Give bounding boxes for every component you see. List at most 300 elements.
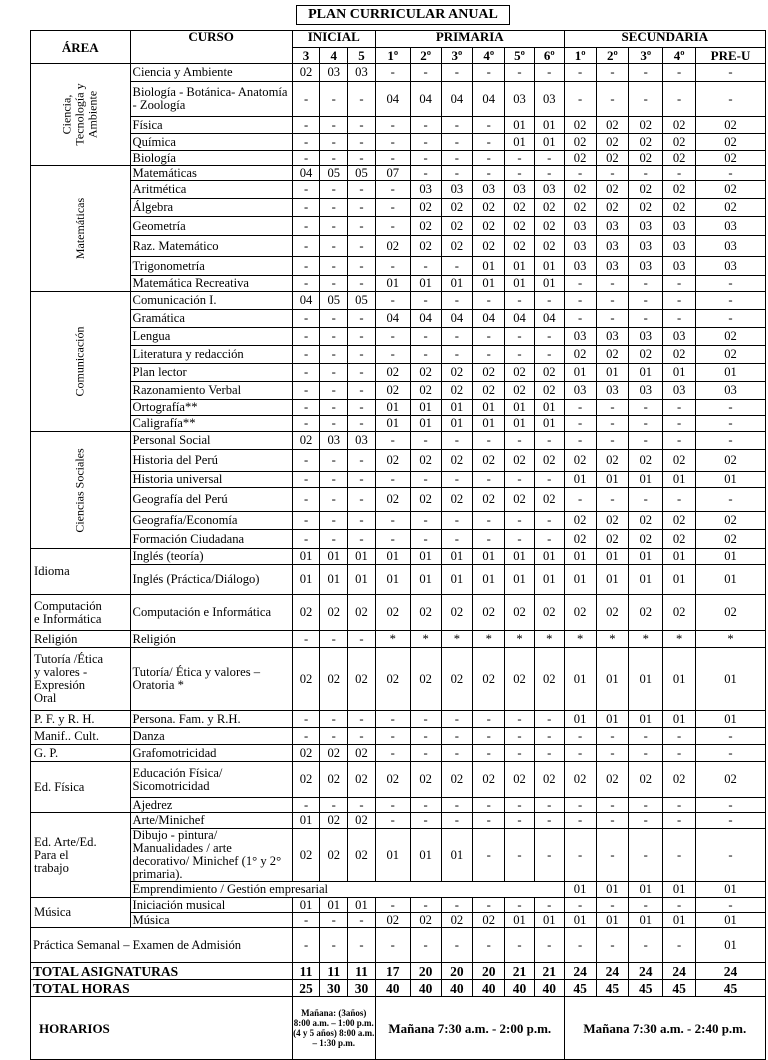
hours-cell: 03 (663, 382, 696, 400)
hours-cell: - (696, 432, 766, 450)
hours-cell: * (473, 631, 505, 648)
table-row (31, 530, 766, 549)
hours-cell: - (596, 813, 629, 829)
hours-cell: 02 (348, 745, 376, 762)
hours-cell: 07 (375, 166, 410, 181)
hours-cell: - (629, 310, 663, 328)
hours-cell: 01 (292, 898, 320, 913)
hours-cell: - (410, 472, 441, 488)
hours-cell: - (564, 798, 596, 813)
hours-cell: 04 (441, 310, 473, 328)
area-label-text (74, 327, 87, 397)
hours-cell: - (441, 798, 473, 813)
total-cell: 45 (564, 980, 596, 997)
hours-cell: - (564, 813, 596, 829)
course-name: Ajedrez (130, 798, 292, 813)
hours-cell: 03 (629, 236, 663, 257)
course-name: Historia universal (130, 472, 292, 488)
hours-cell: - (292, 416, 320, 432)
hours-cell: 01 (348, 549, 376, 565)
area-label-line: Tutoría /Ética (34, 652, 104, 666)
hours-cell: - (292, 346, 320, 364)
hours-cell: 01 (696, 882, 766, 898)
hours-cell: - (320, 512, 348, 530)
total-cell: 45 (696, 980, 766, 997)
hours-cell: 02 (441, 488, 473, 512)
hours-cell: 02 (410, 450, 441, 472)
area-label-line: G. P. (34, 745, 59, 760)
hours-cell: - (410, 257, 441, 276)
hours-cell: - (441, 530, 473, 549)
hours-cell: 02 (441, 913, 473, 928)
hours-cell: 01 (564, 549, 596, 565)
area-label (31, 595, 131, 631)
hours-cell: - (696, 310, 766, 328)
hours-cell: - (320, 711, 348, 728)
hours-cell: 04 (473, 310, 505, 328)
hours-cell: - (505, 151, 535, 166)
hours-cell: * (564, 631, 596, 648)
hours-cell: - (534, 472, 564, 488)
hours-cell: - (534, 711, 564, 728)
total-cell: 40 (441, 980, 473, 997)
hours-cell: 02 (410, 217, 441, 236)
hours-cell: - (375, 512, 410, 530)
hours-cell: - (696, 82, 766, 117)
area-label-line: Tecnología y (72, 83, 87, 146)
hours-cell: - (505, 292, 535, 310)
hours-cell: - (696, 813, 766, 829)
hours-cell: 02 (410, 913, 441, 928)
hours-cell: - (629, 64, 663, 82)
hours-cell: - (441, 292, 473, 310)
area-label (31, 631, 131, 648)
area-label-line: Idioma (34, 564, 70, 578)
hours-cell: 02 (320, 813, 348, 829)
hours-cell: 02 (696, 117, 766, 134)
hours-cell: 02 (629, 762, 663, 798)
hours-cell: - (473, 432, 505, 450)
hours-cell: 02 (441, 364, 473, 382)
hours-cell: - (292, 512, 320, 530)
table-row (31, 882, 766, 898)
table-row (31, 82, 766, 117)
area-label (31, 432, 131, 549)
hours-cell: - (348, 400, 376, 416)
hours-cell: 02 (505, 199, 535, 217)
table-row (31, 151, 766, 166)
hours-cell: 02 (292, 745, 320, 762)
hours-cell: - (410, 898, 441, 913)
hours-cell: - (663, 400, 696, 416)
hours-cell: 03 (564, 382, 596, 400)
hours-cell: 03 (596, 257, 629, 276)
hours-cell: 04 (473, 82, 505, 117)
hours-cell: - (534, 346, 564, 364)
hours-cell: 02 (534, 488, 564, 512)
area-label-line: Ed. Arte/Ed. (34, 834, 97, 849)
hours-cell: 04 (292, 292, 320, 310)
hours-cell: - (505, 898, 535, 913)
hours-cell: 02 (696, 181, 766, 199)
hours-cell: 01 (629, 711, 663, 728)
total-cell: 17 (375, 963, 410, 980)
hours-cell: 02 (534, 450, 564, 472)
total-cell: 20 (473, 963, 505, 980)
hours-cell: - (534, 328, 564, 346)
hours-cell: - (441, 813, 473, 829)
hours-cell: 03 (663, 236, 696, 257)
area-label-line: Para el (34, 847, 69, 862)
hours-cell: - (292, 217, 320, 236)
hours-cell: 01 (441, 549, 473, 565)
hours-cell: 05 (348, 292, 376, 310)
hours-cell: - (375, 745, 410, 762)
hours-cell: - (473, 151, 505, 166)
header-secundaria: SECUNDARIA (564, 31, 765, 48)
hours-cell: 02 (596, 199, 629, 217)
hours-cell: - (564, 928, 596, 963)
course-name: Biología - Botánica- Anatomía - Zoología (130, 82, 292, 117)
hours-cell: - (629, 928, 663, 963)
hours-cell: 02 (473, 382, 505, 400)
hours-cell: * (629, 631, 663, 648)
hours-cell: - (320, 181, 348, 199)
hours-cell: - (505, 813, 535, 829)
hours-cell: - (320, 310, 348, 328)
hours-cell: - (375, 181, 410, 199)
hours-cell: 03 (663, 328, 696, 346)
hours-cell: 02 (663, 134, 696, 151)
hours-cell: 02 (564, 595, 596, 631)
hours-cell: 02 (596, 450, 629, 472)
hours-cell: 02 (505, 236, 535, 257)
hours-cell: - (410, 512, 441, 530)
grade-header: 6º (534, 48, 564, 64)
hours-cell: 02 (441, 217, 473, 236)
hours-cell: - (375, 813, 410, 829)
table-row (31, 512, 766, 530)
hours-cell: 02 (596, 134, 629, 151)
hours-cell: 01 (375, 416, 410, 432)
hours-cell: 01 (320, 898, 348, 913)
hours-cell: 02 (292, 64, 320, 82)
hours-cell: 03 (410, 181, 441, 199)
hours-cell: - (534, 829, 564, 882)
hours-cell: - (505, 346, 535, 364)
hours-cell: 01 (629, 882, 663, 898)
hours-cell: - (348, 913, 376, 928)
hours-cell: - (375, 798, 410, 813)
hours-cell: - (292, 134, 320, 151)
total-label: TOTAL HORAS (31, 980, 293, 997)
header-curso: CURSO (130, 31, 292, 64)
hours-cell: - (564, 166, 596, 181)
header-inicial: INICIAL (292, 31, 375, 48)
hours-cell: - (696, 728, 766, 745)
total-cell: 24 (564, 963, 596, 980)
hours-cell: 01 (410, 829, 441, 882)
hours-cell: 01 (505, 400, 535, 416)
course-name: Comunicación I. (130, 292, 292, 310)
hours-cell: - (505, 328, 535, 346)
hours-cell: 02 (629, 199, 663, 217)
hours-cell: - (292, 151, 320, 166)
hours-cell: 02 (375, 913, 410, 928)
hours-cell: - (320, 151, 348, 166)
total-cell: 30 (320, 980, 348, 997)
hours-cell: 01 (596, 565, 629, 595)
hours-cell: - (292, 472, 320, 488)
table-row (31, 711, 766, 728)
hours-cell: 01 (564, 882, 596, 898)
hours-cell: - (410, 432, 441, 450)
total-cell: 11 (320, 963, 348, 980)
hours-cell: - (410, 134, 441, 151)
area-label-line: y valores - (34, 665, 88, 679)
total-row (31, 980, 766, 997)
hours-cell: 01 (629, 565, 663, 595)
hours-cell: - (596, 292, 629, 310)
hours-cell: 02 (410, 364, 441, 382)
hours-cell: 02 (534, 364, 564, 382)
hours-cell: - (375, 898, 410, 913)
hours-cell: - (320, 82, 348, 117)
hours-cell: - (473, 898, 505, 913)
hours-cell: - (348, 512, 376, 530)
hours-cell: - (320, 400, 348, 416)
hours-cell: - (375, 257, 410, 276)
hours-cell: - (629, 166, 663, 181)
area-label (31, 166, 131, 292)
hours-cell: 02 (292, 648, 320, 711)
hours-cell: - (564, 416, 596, 432)
hours-cell: - (596, 416, 629, 432)
course-name: Arte/Minichef (130, 813, 292, 829)
course-name: Plan lector (130, 364, 292, 382)
hours-cell: 01 (696, 549, 766, 565)
area-label-line: Computación (34, 598, 102, 613)
hours-cell: 01 (505, 416, 535, 432)
hours-cell: - (348, 346, 376, 364)
area-label-line: Manif.. Cult. (34, 728, 100, 743)
hours-cell: - (292, 199, 320, 217)
hours-cell: 02 (629, 512, 663, 530)
hours-cell: - (696, 829, 766, 882)
hours-cell: 03 (663, 257, 696, 276)
hours-cell: * (696, 631, 766, 648)
hours-cell: 02 (534, 236, 564, 257)
hours-cell: - (534, 798, 564, 813)
hours-cell: 02 (696, 595, 766, 631)
hours-cell: - (596, 745, 629, 762)
hours-cell: - (410, 328, 441, 346)
hours-cell: - (473, 134, 505, 151)
course-name: Geografía/Economía (130, 512, 292, 530)
hours-cell: - (564, 64, 596, 82)
hours-cell: 03 (505, 82, 535, 117)
hours-cell: - (564, 310, 596, 328)
hours-cell: - (534, 898, 564, 913)
hours-cell: 02 (663, 346, 696, 364)
hours-cell: - (696, 416, 766, 432)
hours-cell: - (292, 382, 320, 400)
hours-cell: - (473, 346, 505, 364)
table-row (31, 364, 766, 382)
hours-cell: - (663, 432, 696, 450)
hours-cell: 02 (534, 762, 564, 798)
table-row (31, 64, 766, 82)
hours-cell: - (629, 82, 663, 117)
hours-cell: 02 (564, 151, 596, 166)
hours-cell: 02 (663, 117, 696, 134)
table-row (31, 813, 766, 829)
hours-cell: 02 (629, 151, 663, 166)
hours-cell: 03 (564, 257, 596, 276)
area-label (31, 813, 131, 898)
hours-cell: - (473, 745, 505, 762)
table-row (31, 745, 766, 762)
hours-cell: - (410, 151, 441, 166)
course-name: Personal Social (130, 432, 292, 450)
hours-cell: - (292, 450, 320, 472)
horarios-row (31, 997, 766, 1060)
total-cell: 45 (629, 980, 663, 997)
hours-cell: 02 (375, 236, 410, 257)
hours-cell: 02 (473, 364, 505, 382)
hours-cell: 02 (596, 530, 629, 549)
hours-cell: 02 (534, 199, 564, 217)
hours-cell: - (292, 117, 320, 134)
hours-cell: - (348, 488, 376, 512)
hours-cell: - (505, 711, 535, 728)
hours-cell: 01 (320, 549, 348, 565)
hours-cell: 03 (696, 257, 766, 276)
hours-cell: * (505, 631, 535, 648)
hours-cell: 02 (663, 762, 696, 798)
course-name: Religión (130, 631, 292, 648)
area-label (31, 728, 131, 745)
hours-cell: 01 (441, 400, 473, 416)
hours-cell: 01 (348, 898, 376, 913)
hours-cell: - (564, 829, 596, 882)
course-name: Ciencia y Ambiente (130, 64, 292, 82)
hours-cell: - (348, 217, 376, 236)
hours-cell: - (320, 928, 348, 963)
hours-cell: 01 (629, 472, 663, 488)
hours-cell: 02 (320, 648, 348, 711)
hours-cell: - (663, 745, 696, 762)
hours-cell: - (320, 199, 348, 217)
hours-cell: - (441, 64, 473, 82)
area-label (31, 745, 131, 762)
area-label (31, 292, 131, 432)
table-row (31, 117, 766, 134)
hours-cell: 02 (473, 236, 505, 257)
table-row (31, 432, 766, 450)
hours-cell: 02 (473, 762, 505, 798)
grade-header: 4 (320, 48, 348, 64)
table-row (31, 595, 766, 631)
hours-cell: - (292, 181, 320, 199)
total-label: TOTAL ASIGNATURAS (31, 963, 293, 980)
hours-cell: - (629, 898, 663, 913)
total-cell: 45 (596, 980, 629, 997)
hours-cell: - (696, 166, 766, 181)
hours-cell: - (696, 898, 766, 913)
hours-cell: - (596, 400, 629, 416)
hours-cell: 02 (564, 117, 596, 134)
hours-cell: - (348, 82, 376, 117)
hours-cell: - (292, 798, 320, 813)
grade-header: 3 (292, 48, 320, 64)
hours-cell: 02 (696, 512, 766, 530)
hours-cell: - (348, 364, 376, 382)
hours-cell: 02 (348, 813, 376, 829)
hours-cell: - (596, 898, 629, 913)
area-label-line: e Informática (34, 611, 102, 626)
hours-cell: - (410, 117, 441, 134)
table-row (31, 134, 766, 151)
table-row (31, 400, 766, 416)
hours-cell: - (320, 631, 348, 648)
hours-cell: 03 (534, 181, 564, 199)
grade-header: 4º (473, 48, 505, 64)
hours-cell: - (564, 745, 596, 762)
hours-cell: - (696, 292, 766, 310)
hours-cell: - (375, 217, 410, 236)
hours-cell: 01 (663, 711, 696, 728)
hours-cell: - (410, 292, 441, 310)
table-row (31, 472, 766, 488)
hours-cell: 01 (663, 364, 696, 382)
hours-cell: 01 (320, 565, 348, 595)
hours-cell: - (320, 450, 348, 472)
hours-cell: - (596, 82, 629, 117)
hours-cell: 02 (663, 595, 696, 631)
course-name: Historia del Perú (130, 450, 292, 472)
hours-cell: - (320, 217, 348, 236)
hours-cell: - (473, 292, 505, 310)
horario-primaria: Mañana 7:30 a.m. - 2:00 p.m. (375, 997, 564, 1060)
hours-cell: - (663, 292, 696, 310)
hours-cell: - (348, 928, 376, 963)
hours-cell: - (292, 236, 320, 257)
hours-cell: 02 (663, 199, 696, 217)
header-area: ÁREA (31, 31, 131, 64)
hours-cell: 01 (441, 416, 473, 432)
hours-cell: - (505, 798, 535, 813)
hours-cell: - (505, 166, 535, 181)
hours-cell: - (505, 829, 535, 882)
hours-cell: 01 (441, 829, 473, 882)
hours-cell: - (292, 310, 320, 328)
hours-cell: 02 (564, 181, 596, 199)
course-name: Persona. Fam. y R.H. (130, 711, 292, 728)
hours-cell: 01 (564, 364, 596, 382)
hours-cell: 02 (410, 488, 441, 512)
hours-cell: 03 (596, 236, 629, 257)
area-label-line: Música (34, 905, 72, 919)
hours-cell: - (375, 151, 410, 166)
hours-cell: 02 (629, 530, 663, 549)
hours-cell: - (410, 928, 441, 963)
table-row (31, 728, 766, 745)
hours-cell: 01 (629, 913, 663, 928)
hours-cell: 02 (441, 382, 473, 400)
hours-cell: - (473, 928, 505, 963)
hours-cell: - (348, 530, 376, 549)
